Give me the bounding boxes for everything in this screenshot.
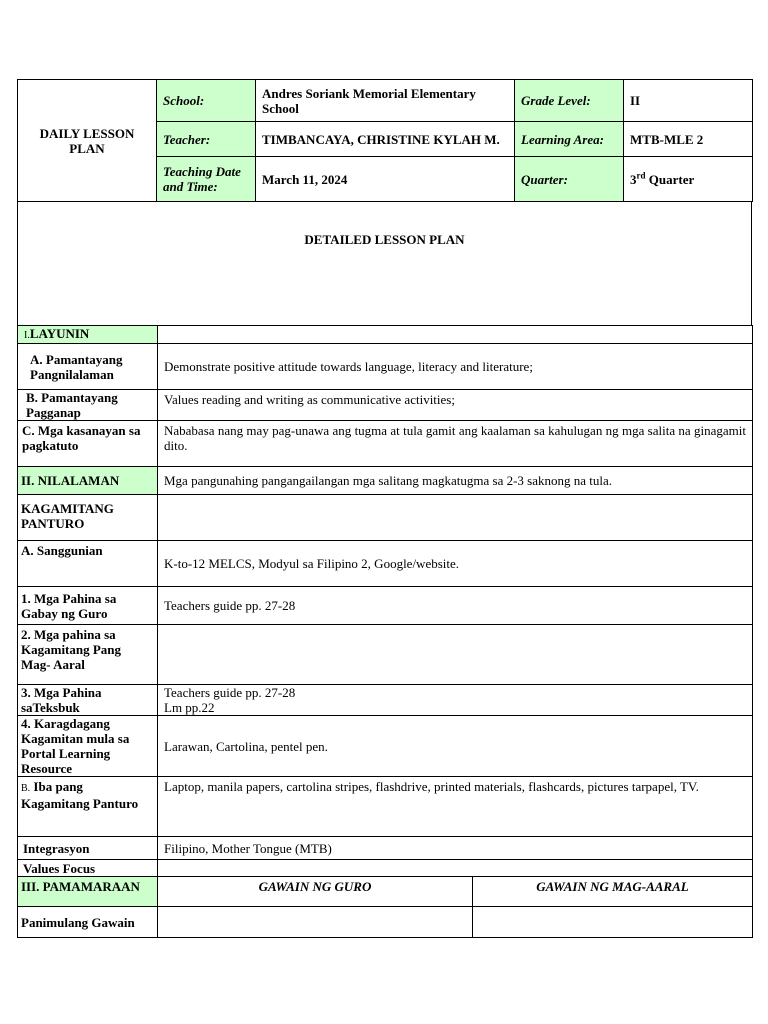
sanggunian-value: K-to-12 MELCS, Modyul sa Filipino 2, Google/website.: [158, 541, 753, 587]
detailed-lesson-plan-box: [17, 201, 752, 326]
teksbuk-value: [158, 685, 753, 716]
integrasyon-label: Integrasyon: [18, 837, 158, 860]
kagamitang-pang-mag-aaral-label: 2. Mga pahina sa Kagamitang Pang Mag- Aaral: [18, 625, 158, 685]
iba-pang-kagamitan-label: [18, 777, 158, 837]
quarter-label: Quarter:: [515, 157, 624, 202]
values-focus-value: [158, 860, 753, 877]
school-value: Andres Soriank Memorial Elementary School: [256, 80, 515, 122]
portal-learning-resource-label: 4. Karagdagang Kagamitan mula sa Portal Learning Resource: [18, 716, 158, 777]
mga-kasanayan-value: Nababasa nang may pag-unawa ang tugma at tula gamit ang kaalaman sa kahulugan ng mga salita na ginagamit dito.: [158, 421, 753, 467]
portal-learning-resource-value: Larawan, Cartolina, pentel pen.: [158, 716, 753, 777]
sanggunian-label: A. Sanggunian: [18, 541, 158, 587]
teacher-value: TIMBANCAYA, CHRISTINE KYLAH M.: [256, 122, 515, 157]
mga-kasanayan-label: C. Mga kasanayan sa pagkatuto: [18, 421, 158, 467]
nilalaman-label: II. NILALAMAN: [18, 467, 158, 495]
grade-level-label: Grade Level:: [515, 80, 624, 122]
teksbuk-label: 3. Mga Pahina saTeksbuk: [18, 685, 158, 716]
panimulang-gawain-guro: [158, 907, 473, 938]
layunin-number: I.: [24, 330, 30, 341]
iba-pang-kagamitan-text: Iba pang Kagamitang Panturo: [21, 779, 139, 811]
gabay-ng-guro-value: Teachers guide pp. 27-28: [158, 587, 753, 625]
lesson-plan-table: [17, 325, 753, 938]
quarter-word: Quarter: [648, 171, 695, 187]
gabay-ng-guro-label: 1. Mga Pahina sa Gabay ng Guro: [18, 587, 158, 625]
detailed-lesson-plan-title: DETAILED LESSON PLAN: [18, 201, 752, 325]
learning-area-value: MTB-MLE 2: [624, 122, 753, 157]
kagamitang-panturo-label: KAGAMITANG PANTURO: [18, 495, 158, 541]
nilalaman-value: Mga pangunahing pangangailangan mga salitang magkatugma sa 2-3 saknong na tula.: [158, 467, 753, 495]
pamantayang-pangnilalaman-value: Demonstrate positive attitude towards language, literacy and literature;: [158, 344, 753, 390]
grade-level-value: II: [624, 80, 753, 122]
kagamitang-pang-mag-aaral-value: [158, 625, 753, 685]
school-label: School:: [157, 80, 256, 122]
header-table: [17, 79, 753, 202]
pamantayang-pangnilalaman-label: A. Pamantayang Pangnilalaman: [18, 344, 158, 390]
panimulang-gawain-label: Panimulang Gawain: [18, 907, 158, 938]
layunin-label: [18, 326, 158, 344]
values-focus-label: Values Focus: [18, 860, 158, 877]
teaching-date-label: Teaching Date and Time:: [157, 157, 256, 202]
teaching-date-value: March 11, 2024: [256, 157, 515, 202]
learning-area-label: Learning Area:: [515, 122, 624, 157]
layunin-text: LAYUNIN: [29, 326, 90, 341]
teksbuk-value-line-1: Teachers guide pp. 27-28: [164, 685, 296, 700]
layunin-value: [158, 326, 753, 344]
gawain-ng-guro-header: GAWAIN NG GURO: [158, 877, 473, 907]
iba-pang-kagamitan-value: Laptop, manila papers, cartolina stripes, flashdrive, printed materials, flashcards, pictures tarpapel, TV.: [158, 777, 753, 837]
pamantayang-pagganap-value: Values reading and writing as communicative activities;: [158, 390, 753, 421]
pamantayang-pagganap-label: B. Pamantayang Pagganap: [18, 390, 158, 421]
iba-pang-kagamitan-number: B.: [21, 783, 31, 794]
quarter-ordinal: rd: [636, 170, 646, 181]
pamamaraan-label: III. PAMAMARAAN: [18, 877, 158, 907]
quarter-number: 3: [630, 171, 637, 187]
panimulang-gawain-mag-aaral: [473, 907, 753, 938]
teacher-label: Teacher:: [157, 122, 256, 157]
teksbuk-value-line-2: Lm pp.22: [164, 700, 215, 715]
integrasyon-value: Filipino, Mother Tongue (MTB): [158, 837, 753, 860]
kagamitang-panturo-value: [158, 495, 753, 541]
quarter-value: [624, 157, 753, 202]
daily-lesson-plan-title: DAILY LESSON PLAN: [18, 80, 157, 202]
gawain-ng-mag-aaral-header: GAWAIN NG MAG-AARAL: [473, 877, 753, 907]
